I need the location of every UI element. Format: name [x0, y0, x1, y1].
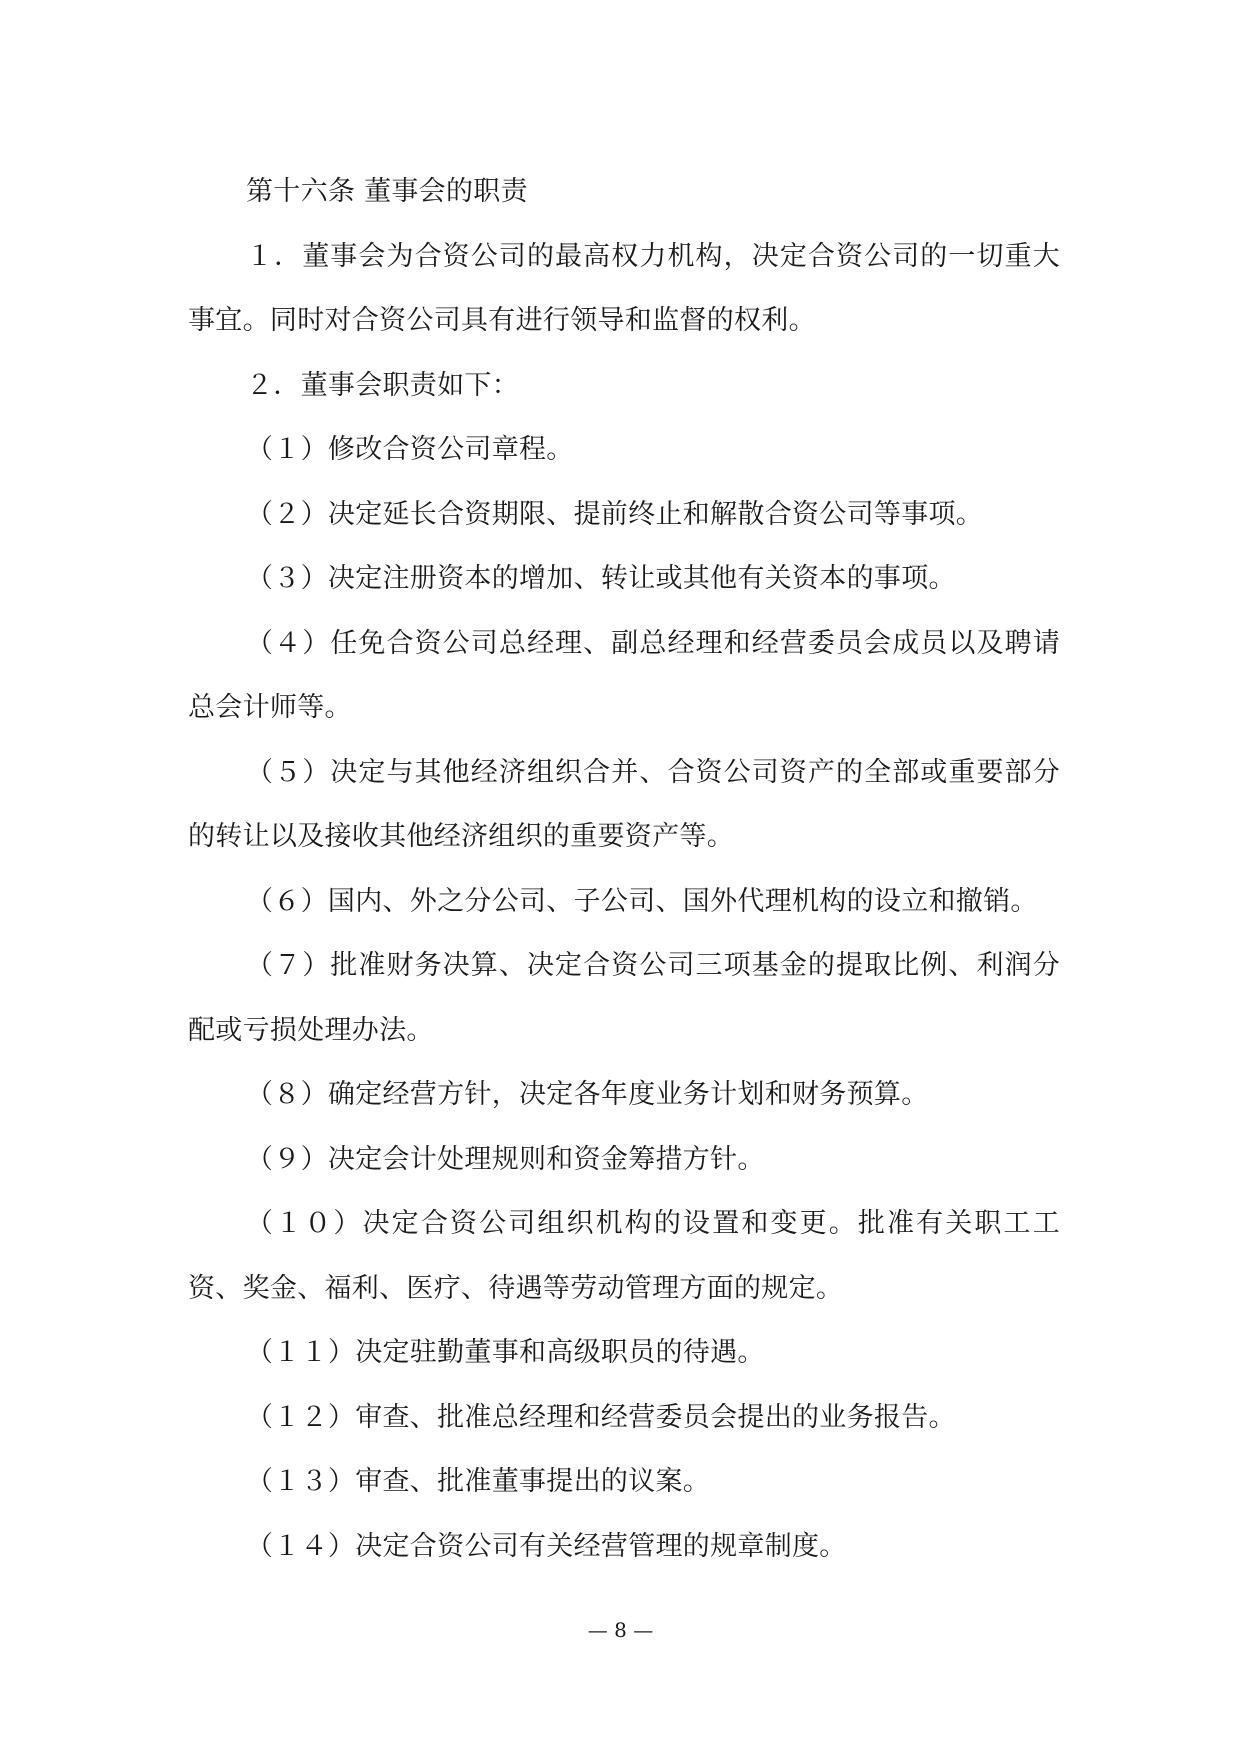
list-item-1: （１）修改合资公司章程。 — [246, 434, 574, 465]
paragraph-1: １．董事会为合资公司的最高权力机构，决定合资公司的一切重大事宜。同时对合资公司具有进行领导和监督的权利。 — [188, 240, 1060, 336]
list-item-10: （１０）决定合资公司组织机构的设置和变更。批准有关职工工资、奖金、福利、医疗、待遇等劳动管理方面的规定。 — [188, 1208, 1060, 1304]
list-item-14: （１４）决定合资公司有关经营管理的规章制度。 — [246, 1530, 847, 1562]
list-item-13: （１３）审查、批准董事提出的议案。 — [246, 1466, 711, 1497]
list-item-4: （４）任免合资公司总经理、副总经理和经营委员会成员以及聘请总会计师等。 — [188, 627, 1060, 723]
list-item-12: （１２）审查、批准总经理和经营委员会提出的业务报告。 — [246, 1401, 956, 1433]
list-item-7: （７）批准财务决算、决定合资公司三项基金的提取比例、利润分配或亏损处理办法。 — [188, 950, 1060, 1046]
list-item-9: （９）决定会计处理规则和资金筹措方针。 — [246, 1143, 765, 1175]
list-item-11: （１１）决定驻勤董事和高级职员的待遇。 — [246, 1337, 765, 1368]
document-body — [188, 160, 1060, 1579]
list-item-5: （５）决定与其他经济组织合并、合资公司资产的全部或重要部分的转让以及接收其他经济组织的重要资产等。 — [188, 756, 1060, 852]
article-heading: 第十六条 董事会的职责 — [246, 176, 528, 207]
list-item-2: （２）决定延长合资期限、提前终止和解散合资公司等事项。 — [246, 498, 984, 530]
paragraph-2: ２．董事会职责如下： — [246, 369, 519, 401]
page-number: — 8 — — [587, 1618, 654, 1642]
list-item-3: （３）决定注册资本的增加、转让或其他有关资本的事项。 — [246, 563, 956, 594]
list-item-8: （８）确定经营方针，决定各年度业务计划和财务预算。 — [246, 1079, 929, 1110]
list-item-6: （６）国内、外之分公司、子公司、国外代理机构的设立和撤销。 — [246, 885, 1038, 917]
